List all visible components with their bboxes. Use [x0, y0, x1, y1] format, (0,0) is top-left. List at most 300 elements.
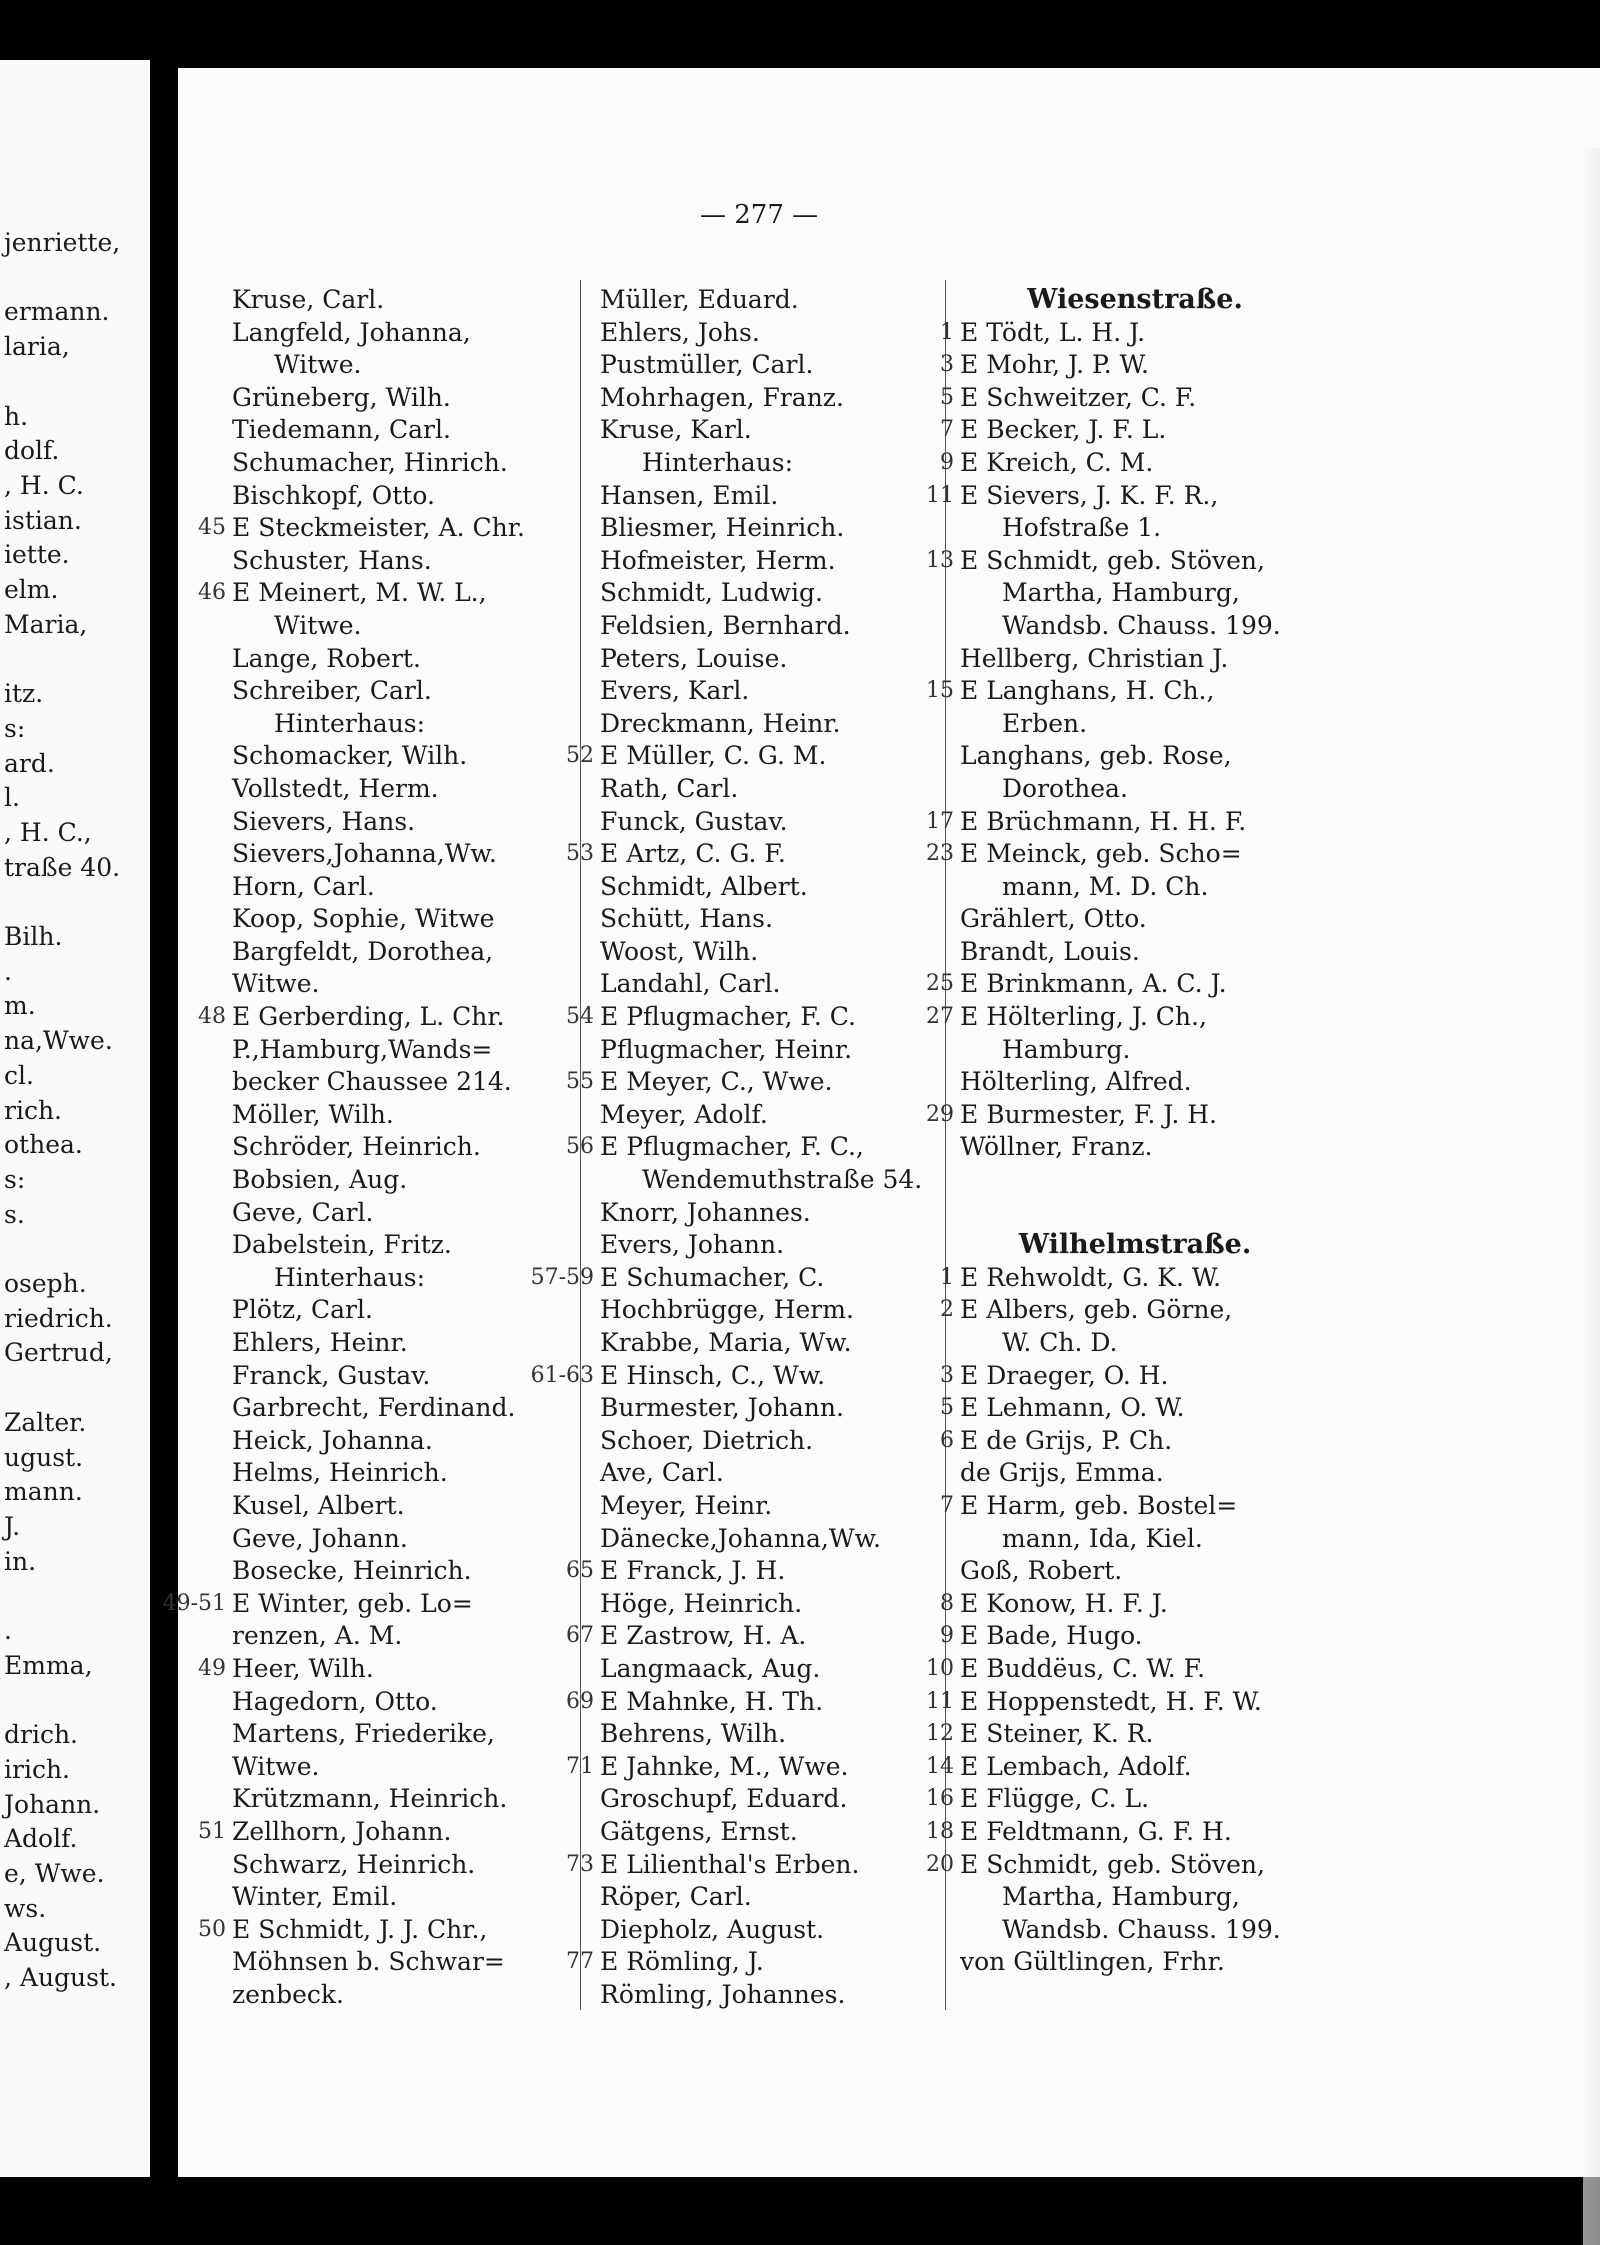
resident-name: Geve, Johann. [232, 1523, 408, 1553]
resident-name: Römling, Johannes. [600, 1979, 846, 2009]
resident-name: Brandt, Louis. [960, 936, 1140, 966]
resident-name: Bischkopf, Otto. [232, 480, 435, 510]
directory-entry [566, 1001, 935, 1034]
directory-entry [198, 1914, 567, 1947]
resident-name: Hansen, Emil. [600, 480, 779, 510]
fragment-line: h. [4, 401, 29, 431]
directory-entry [926, 806, 1310, 839]
resident-name: E Rehwoldt, G. K. W. [960, 1262, 1222, 1292]
resident-name: Hofstraße 1. [1002, 513, 1162, 543]
house-number: 11 [926, 1688, 954, 1714]
resident-name: Tiedemann, Carl. [232, 415, 451, 445]
resident-name: becker Chaussee 214. [232, 1067, 512, 1097]
resident-name: E Flügge, C. L. [960, 1784, 1150, 1814]
directory-entry [926, 1686, 1310, 1719]
house-number: 10 [926, 1655, 954, 1681]
directory-entry [232, 1457, 567, 1490]
directory-entry [600, 1099, 935, 1132]
directory-entry [232, 1164, 567, 1197]
house-number: 45 [198, 515, 226, 541]
resident-name: E Hinsch, C., Ww. [600, 1360, 826, 1390]
resident-name: Hinterhaus: [642, 447, 794, 477]
directory-entry [232, 806, 567, 839]
house-number: 49-51 [162, 1590, 226, 1616]
house-number: 25 [926, 971, 954, 997]
resident-name: E Bade, Hugo. [960, 1621, 1143, 1651]
directory-entry [940, 1262, 1310, 1295]
directory-entry [198, 512, 567, 545]
resident-name: Diepholz, August. [600, 1914, 825, 1944]
directory-entry [926, 1751, 1310, 1784]
resident-name: Witwe. [232, 969, 320, 999]
resident-name: Dreckmann, Heinr. [600, 708, 841, 738]
directory-entry [232, 284, 567, 317]
resident-name: E Steckmeister, A. Chr. [232, 513, 525, 543]
resident-name: Ehlers, Heinr. [232, 1328, 408, 1357]
directory-entry [960, 740, 1310, 773]
directory-entry [232, 1718, 567, 1751]
directory-entry [232, 1620, 567, 1653]
directory-entry [566, 1555, 935, 1588]
resident-name: W. Ch. D. [1002, 1328, 1118, 1357]
resident-name: de Grijs, Emma. [960, 1458, 1164, 1488]
resident-name: Schreiber, Carl. [232, 676, 432, 706]
directory-entry [600, 643, 935, 676]
directory-entry [600, 1034, 935, 1067]
resident-name: Zellhorn, Johann. [232, 1816, 452, 1846]
directory-entry [600, 1523, 935, 1556]
fragment-line: othea. [4, 1130, 83, 1160]
directory-entry [232, 1294, 567, 1327]
directory-entry [232, 871, 567, 904]
resident-name: Hinterhaus: [274, 708, 426, 738]
directory-entry [198, 1816, 567, 1849]
resident-name: Schumacher, Hinrich. [232, 447, 508, 477]
directory-entry [232, 1066, 567, 1099]
resident-name: Hochbrügge, Herm. [600, 1295, 854, 1325]
house-number: 9 [940, 449, 954, 475]
resident-name: Feldsien, Bernhard. [600, 610, 851, 640]
directory-entry [600, 610, 935, 643]
fragment-line: August. [4, 1928, 102, 1958]
resident-name: Mohrhagen, Franz. [600, 382, 844, 412]
spacer [960, 1197, 1310, 1230]
house-number: 11 [926, 482, 954, 508]
directory-entry [600, 382, 935, 415]
house-number: 2 [940, 1297, 954, 1323]
directory-entry [232, 1881, 567, 1914]
directory-entry [600, 871, 935, 904]
resident-name: E Brinkmann, A. C. J. [960, 969, 1227, 999]
directory-entry [232, 903, 567, 936]
fragment-line: l. [4, 783, 20, 813]
directory-entry [926, 968, 1310, 1001]
directory-entry [600, 349, 935, 382]
directory-entry [960, 1914, 1310, 1947]
house-number: 5 [940, 384, 954, 410]
directory-entry [940, 1425, 1310, 1458]
directory-entry [600, 1229, 935, 1262]
directory-entry [600, 1164, 935, 1197]
resident-name: E de Grijs, P. Ch. [960, 1425, 1173, 1455]
fragment-line: traße 40. [4, 852, 121, 882]
resident-name: Heer, Wilh. [232, 1653, 374, 1683]
directory-entry [960, 1946, 1310, 1979]
fragment-line: Zalter. [4, 1407, 87, 1437]
house-number: 52 [566, 743, 594, 769]
resident-name: E Schmidt, geb. Stöven, [960, 1849, 1265, 1879]
directory-entry [232, 838, 567, 871]
resident-name: Evers, Johann. [600, 1230, 785, 1260]
fragment-line: , August. [4, 1963, 117, 1992]
directory-entry [940, 1360, 1310, 1393]
resident-name: Höge, Heinrich. [600, 1588, 803, 1618]
resident-name: E Hoppenstedt, H. F. W. [960, 1686, 1262, 1716]
left-page-fragment [0, 60, 150, 2177]
resident-name: Müller, Eduard. [600, 285, 799, 314]
fragment-line: s. [4, 1199, 25, 1229]
directory-entry [232, 773, 567, 806]
directory-entry [232, 1555, 567, 1588]
fragment-line: dolf. [4, 436, 60, 466]
resident-name: Geve, Carl. [232, 1197, 374, 1227]
resident-name: E Meinck, geb. Scho= [960, 839, 1242, 869]
directory-entry [232, 1197, 567, 1230]
directory-entry [960, 512, 1310, 545]
resident-name: Helms, Heinrich. [232, 1458, 448, 1488]
resident-name: Bargfeldt, Dorothea, [232, 936, 494, 966]
directory-entry [600, 1197, 935, 1230]
directory-entry [232, 1946, 567, 1979]
directory-entry [926, 1718, 1310, 1751]
directory-entry [600, 773, 935, 806]
resident-name: Knorr, Johannes. [600, 1197, 811, 1227]
directory-entry [232, 1327, 567, 1360]
directory-entry [566, 838, 935, 871]
resident-name: E Mohr, J. P. W. [960, 350, 1149, 380]
directory-entry [232, 610, 567, 643]
resident-name: Woost, Wilh. [600, 936, 759, 966]
resident-name: Martens, Friederike, [232, 1719, 495, 1749]
resident-name: Erben. [1002, 708, 1088, 738]
directory-entry [940, 1588, 1310, 1621]
resident-name: E Feldtmann, G. F. H. [960, 1816, 1232, 1846]
directory-entry [926, 1653, 1310, 1686]
resident-name: Pflugmacher, Heinr. [600, 1034, 853, 1064]
house-number: 57-59 [530, 1264, 594, 1290]
directory-entry [960, 1523, 1310, 1556]
directory-entry [960, 1327, 1310, 1360]
fragment-line: Johann. [4, 1789, 101, 1819]
directory-entry [162, 1588, 567, 1621]
directory-entry [566, 1131, 935, 1164]
resident-name: E Kreich, C. M. [960, 447, 1154, 477]
directory-entry [926, 545, 1310, 578]
resident-name: Krabbe, Maria, Ww. [600, 1328, 852, 1357]
resident-name: Hellberg, Christian J. [960, 643, 1229, 673]
resident-name: E Albers, geb. Görne, [960, 1295, 1233, 1325]
directory-entry [600, 1881, 935, 1914]
resident-name: Wandsb. Chauss. 199. [1002, 1914, 1281, 1944]
directory-entry [232, 968, 567, 1001]
resident-name: E Lilienthal's Erben. [600, 1849, 860, 1879]
house-number: 51 [198, 1818, 226, 1844]
resident-name: Wendemuthstraße 54. [642, 1165, 923, 1195]
directory-entry [232, 643, 567, 676]
directory-entry [926, 1001, 1310, 1034]
directory-entry [926, 1783, 1310, 1816]
fragment-line: istian. [4, 505, 82, 535]
fragment-line: Adolf. [4, 1824, 78, 1854]
directory-entry [960, 936, 1310, 969]
directory-entry [600, 1490, 935, 1523]
fragment-line: jenriette, [4, 228, 121, 257]
fragment-line: laria, [4, 332, 70, 362]
resident-name: Witwe. [232, 1751, 320, 1781]
directory-entry [232, 1229, 567, 1262]
directory-entry [940, 1392, 1310, 1425]
directory-entry [940, 349, 1310, 382]
fragment-line: in. [4, 1546, 37, 1576]
house-number: 5 [940, 1395, 954, 1421]
house-number: 65 [566, 1558, 594, 1584]
directory-entry [960, 773, 1310, 806]
directory-entry [232, 1783, 567, 1816]
directory-entry [940, 447, 1310, 480]
resident-name: E Buddëus, C. W. F. [960, 1653, 1206, 1683]
resident-name: Franck, Gustav. [232, 1360, 431, 1390]
directory-entry [960, 643, 1310, 676]
directory-entry [232, 1392, 567, 1425]
resident-name: Langhans, geb. Rose, [960, 741, 1232, 771]
resident-name: Bosecke, Heinrich. [232, 1556, 472, 1586]
directory-entry [600, 968, 935, 1001]
directory-entry [940, 414, 1310, 447]
street-heading: Wilhelmstraße. [1018, 1229, 1252, 1261]
directory-entry [600, 1783, 935, 1816]
resident-name: Krützmann, Heinrich. [232, 1784, 508, 1814]
resident-name: Schoer, Dietrich. [600, 1425, 814, 1455]
directory-entry [530, 1262, 935, 1295]
directory-entry [600, 1457, 935, 1490]
directory-entry [600, 577, 935, 610]
resident-name: Möller, Wilh. [232, 1099, 394, 1129]
resident-name: E Pflugmacher, F. C. [600, 1002, 856, 1032]
resident-name: Dänecke,Johanna,Ww. [600, 1523, 881, 1553]
directory-entry [926, 1099, 1310, 1132]
directory-entry [600, 317, 935, 350]
resident-name: E Franck, J. H. [600, 1556, 786, 1586]
fragment-line: ws. [4, 1893, 47, 1923]
house-number: 48 [198, 1004, 226, 1030]
resident-name: zenbeck. [232, 1979, 344, 2009]
house-number: 3 [940, 352, 954, 378]
resident-name: Bliesmer, Heinrich. [600, 513, 845, 543]
directory-entry [566, 1849, 935, 1882]
directory-entry [600, 1914, 935, 1947]
resident-name: Langmaack, Aug. [600, 1653, 821, 1683]
fragment-line: Maria, [4, 609, 88, 639]
directory-entry [232, 480, 567, 513]
directory-entry [600, 1425, 935, 1458]
resident-name: Röper, Carl. [600, 1882, 752, 1912]
resident-name: Martha, Hamburg, [1002, 1882, 1240, 1912]
resident-name: Kruse, Karl. [600, 415, 752, 445]
resident-name: E Artz, C. G. F. [600, 839, 786, 869]
resident-name: E Schweitzer, C. F. [960, 382, 1197, 412]
house-number: 20 [926, 1851, 954, 1877]
house-number: 29 [926, 1101, 954, 1127]
house-number: 6 [940, 1427, 954, 1453]
fragment-line: drich. [4, 1720, 78, 1750]
resident-name: Dabelstein, Fritz. [232, 1230, 452, 1260]
resident-name: Vollstedt, Herm. [232, 773, 439, 803]
resident-name: Ehlers, Johs. [600, 317, 760, 347]
directory-entry [600, 903, 935, 936]
resident-name: E Schmidt, J. J. Chr., [232, 1914, 488, 1944]
resident-name: Grählert, Otto. [960, 904, 1147, 934]
directory-entry [960, 610, 1310, 643]
fragment-line: mann. [4, 1477, 83, 1507]
fragment-line: s: [4, 1164, 26, 1194]
directory-entry [600, 1327, 935, 1360]
directory-entry [960, 1066, 1310, 1099]
resident-name: Winter, Emil. [232, 1882, 398, 1912]
fragment-line: ugust. [4, 1442, 84, 1472]
directory-entry [600, 1979, 935, 2012]
resident-name: E Gerberding, L. Chr. [232, 1002, 505, 1032]
resident-name: Ave, Carl. [600, 1458, 724, 1488]
directory-entry [566, 1066, 935, 1099]
directory-entry [232, 740, 567, 773]
directory-entry [232, 1099, 567, 1132]
resident-name: E Schumacher, C. [600, 1262, 825, 1292]
fragment-line: , H. C., [4, 817, 92, 847]
directory-entry [232, 545, 567, 578]
house-number: 12 [926, 1721, 954, 1747]
resident-name: Schwarz, Heinrich. [232, 1849, 476, 1879]
house-number: 54 [566, 1004, 594, 1030]
directory-entry [926, 838, 1310, 871]
directory-entry [600, 675, 935, 708]
directory-entry [960, 1034, 1310, 1067]
resident-name: Koop, Sophie, Witwe [232, 904, 495, 934]
directory-entry [960, 1881, 1310, 1914]
directory-entry [960, 708, 1310, 741]
page-number: — 277 — [700, 200, 819, 230]
directory-entry [600, 1294, 935, 1327]
resident-name: E Langhans, H. Ch., [960, 676, 1215, 706]
page-edge-shadow [1583, 148, 1600, 2245]
fragment-line: . [4, 1616, 12, 1645]
house-number: 23 [926, 841, 954, 867]
resident-name: E Lembach, Adolf. [960, 1751, 1192, 1781]
resident-name: E Draeger, O. H. [960, 1360, 1169, 1390]
resident-name: Groschupf, Eduard. [600, 1784, 848, 1814]
directory-entry [566, 1946, 935, 1979]
resident-name: Hölterling, Alfred. [960, 1067, 1192, 1097]
house-number: 27 [926, 1004, 954, 1030]
directory-entry [232, 349, 567, 382]
resident-name: E Brüchmann, H. H. F. [960, 806, 1247, 836]
house-number: 7 [940, 417, 954, 443]
directory-entry [232, 1131, 567, 1164]
house-number: 18 [926, 1818, 954, 1844]
resident-name: Martha, Hamburg, [1002, 578, 1240, 608]
directory-entry [232, 1360, 567, 1393]
fragment-line: . [4, 956, 12, 986]
directory-entry [600, 447, 935, 480]
resident-name: Kusel, Albert. [232, 1490, 405, 1520]
fragment-line: rich. [4, 1095, 62, 1125]
resident-name: Witwe. [274, 610, 362, 640]
resident-name: E Konow, H. F. J. [960, 1588, 1168, 1618]
resident-name: E Hölterling, J. Ch., [960, 1002, 1207, 1032]
spacer [960, 1164, 1310, 1197]
resident-name: Evers, Karl. [600, 676, 750, 706]
directory-entry [600, 1718, 935, 1751]
resident-name: E Zastrow, H. A. [600, 1621, 807, 1651]
directory-entry [940, 317, 1310, 350]
resident-name: Bobsien, Aug. [232, 1165, 408, 1195]
house-number: 1 [940, 319, 954, 345]
directory-entry [232, 708, 567, 741]
directory-entry [926, 480, 1310, 513]
directory-entry [566, 1751, 935, 1784]
resident-name: Behrens, Wilh. [600, 1719, 787, 1749]
street-heading: Wiesenstraße. [1027, 284, 1243, 315]
directory-entry [600, 284, 935, 317]
resident-name: Sievers,Johanna,Ww. [232, 839, 497, 869]
resident-name: mann, M. D. Ch. [1002, 871, 1209, 901]
resident-name: E Sievers, J. K. F. R., [960, 480, 1219, 510]
house-number: 61-63 [530, 1362, 594, 1388]
directory-entry [566, 1620, 935, 1653]
directory-entry [232, 414, 567, 447]
directory-entry [600, 806, 935, 839]
house-number: 77 [566, 1949, 594, 1975]
resident-name: Grüneberg, Wilh. [232, 382, 451, 412]
resident-name: Schmidt, Albert. [600, 871, 808, 901]
directory-entry [600, 1392, 935, 1425]
fragment-line: irich. [4, 1754, 70, 1784]
directory-entry [600, 1816, 935, 1849]
resident-name: E Jahnke, M., Wwe. [600, 1751, 849, 1781]
directory-entry [530, 1360, 935, 1393]
resident-name: P.,Hamburg,Wands= [232, 1034, 493, 1064]
resident-name: Heick, Johanna. [232, 1425, 433, 1455]
resident-name: E Harm, geb. Bostel= [960, 1490, 1238, 1520]
directory-entry [232, 1979, 567, 2012]
directory-entry [232, 447, 567, 480]
directory-entry [566, 740, 935, 773]
resident-name: Möhnsen b. Schwar= [232, 1947, 505, 1977]
resident-name: E Pflugmacher, F. C., [600, 1132, 864, 1162]
directory-entry [600, 1588, 935, 1621]
house-number: 17 [926, 808, 954, 834]
resident-name: E Schmidt, geb. Stöven, [960, 545, 1265, 575]
house-number: 56 [566, 1134, 594, 1160]
resident-name: E Römling, J. [600, 1947, 764, 1977]
directory-entry [232, 936, 567, 969]
fragment-line: J. [4, 1511, 21, 1541]
directory-entry [960, 1131, 1310, 1164]
directory-entry [232, 1751, 567, 1784]
house-number: 55 [566, 1069, 594, 1095]
resident-name: mann, Ida, Kiel. [1002, 1523, 1203, 1553]
directory-entry [940, 1620, 1310, 1653]
directory-entry [960, 577, 1310, 610]
